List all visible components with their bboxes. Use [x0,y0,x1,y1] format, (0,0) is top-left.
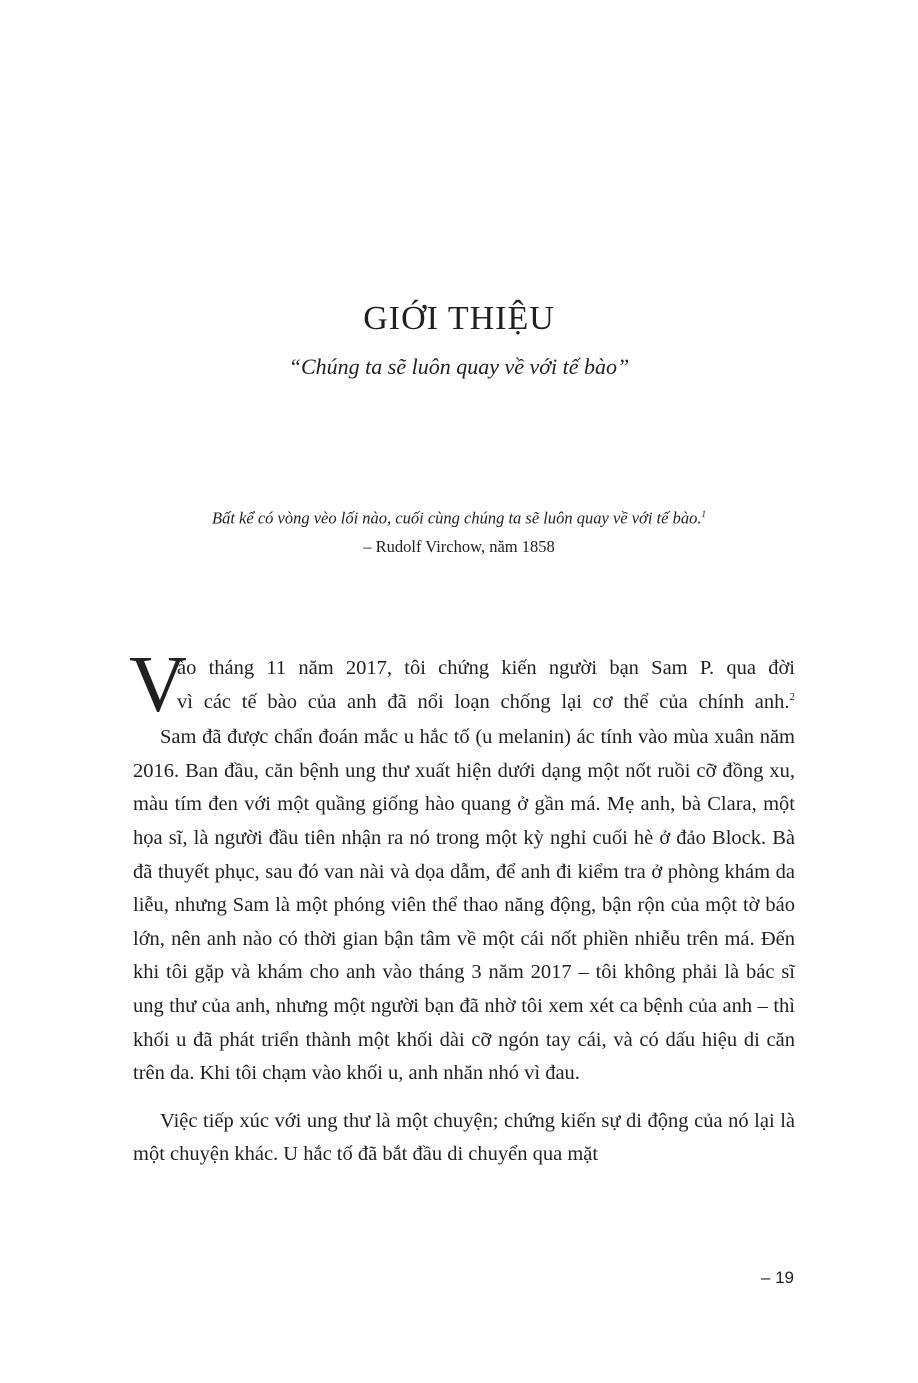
epigraph-author: – Rudolf Virchow, năm 1858 [363,536,555,556]
page-number: – 19 [760,1268,794,1287]
paragraph-line [177,686,795,720]
epigraph-quote [0,500,918,533]
chapter-title: GIỚI THIỆU [363,300,555,337]
epigraph-footnote-ref: 1 [701,509,706,519]
epigraph [0,500,918,561]
footnote-ref: 2 [789,690,795,703]
body-text [129,641,795,1172]
chapter-subtitle: “Chúng ta sẽ luôn quay về với tế bào” [288,354,630,379]
paragraph-opening [129,641,795,729]
paragraph-line: ào tháng 11 năm 2017, tôi chứng kiến người bạn Sam P. qua đời [177,657,795,679]
paragraph: Sam đã được chẩn đoán mắc u hắc tố (u melanin) ác tính vào mùa xuân năm 2016. Ban đầu, căn bệnh ung thư xuất hiện dưới dạng một nốt ruồi cỡ đồng xu, màu tím đen với một quầng giống hào quang ở gần má. Mẹ anh, bà Clara, một họa sĩ, là người đầu tiên nhận ra nó trong một kỳ nghỉ cuối hè ở đảo Block. Bà đã thuyết phục, sau đó van nài và dọa dẫm, để anh đi kiểm tra ở phòng khám da liễu, nhưng Sam là một phóng viên thể thao năng động, bận rộn của một tờ báo lớn, nên anh nào có thời gian bận tâm về một cái nốt phiền nhiễu trên má. Đến khi tôi gặp và khám cho anh vào tháng 3 năm 2017 – tôi không phải là bác sĩ ung thư của anh, nhưng một người bạn đã nhờ tôi xem xét ca bệnh của anh – thì khối u đã phát triển thành một khối dài cỡ ngón tay cái, và có dấu hiệu di căn trên da. Khi tôi chạm vào khối u, anh nhăn nhó vì đau. [133,726,795,1085]
paragraph-line-text: vì các tế bào của anh đã nổi loạn chống lại cơ thể của chính anh. [177,690,790,713]
epigraph-quote-text: Bất kể có vòng vèo lối nào, cuối cùng chúng ta sẽ luôn quay về với tế bào. [212,508,702,528]
drop-cap: V [129,641,187,729]
paragraph: Việc tiếp xúc với ung thư là một chuyện; chứng kiến sự di động của nó lại là một chuyện khác. U hắc tố đã bắt đầu di chuyển qua mặt [133,1109,795,1166]
